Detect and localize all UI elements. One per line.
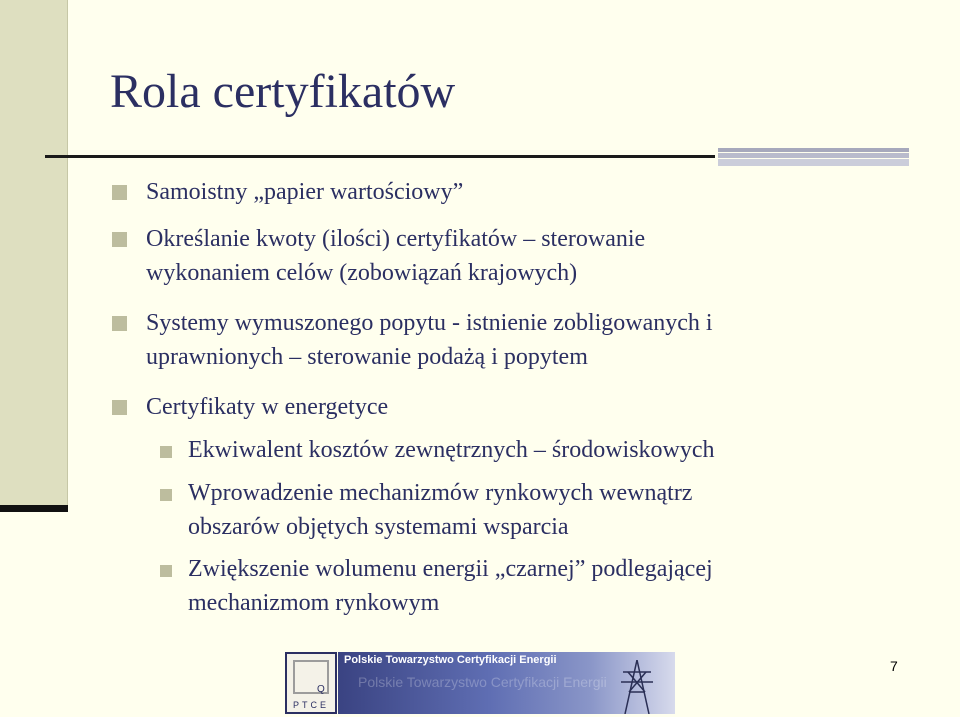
title-rule bbox=[45, 155, 715, 158]
bullet-item-2 bbox=[146, 222, 645, 290]
bullet-text: Ekwiwalent kosztów zewnętrznych – środowiskowych bbox=[188, 437, 715, 463]
logo-letter: Q bbox=[317, 684, 325, 695]
bullet-text: obszarów objętych systemami wsparcia bbox=[188, 514, 569, 540]
bullet-text: mechanizmom rynkowym bbox=[188, 590, 440, 616]
bullet-square bbox=[112, 232, 127, 247]
sub-bullet-item-3 bbox=[188, 552, 713, 620]
bullet-text: Wprowadzenie mechanizmów rynkowych wewnątrz bbox=[188, 480, 693, 506]
bullet-item-1 bbox=[146, 175, 463, 209]
slide-title: Rola certyfikatów bbox=[110, 65, 456, 118]
bullet-square bbox=[112, 316, 127, 331]
bullet-text: Zwiększenie wolumenu energii „czarnej” podlegającej bbox=[188, 556, 713, 582]
bullet-item-3 bbox=[146, 306, 713, 374]
bullet-text: Określanie kwoty (ilości) certyfikatów – sterowanie bbox=[146, 226, 646, 252]
bullet-square bbox=[112, 400, 127, 415]
sub-bullet-item-2 bbox=[188, 476, 692, 544]
left-decor-bar-end bbox=[0, 505, 68, 512]
ptce-logo bbox=[285, 652, 337, 714]
sub-bullet-item-1 bbox=[188, 433, 715, 467]
banner-watermark: Polskie Towarzystwo Certyfikacji Energii bbox=[358, 674, 607, 690]
banner-title: Polskie Towarzystwo Certyfikacji Energii bbox=[344, 654, 557, 666]
bullet-text: Certyfikaty w energetyce bbox=[146, 394, 389, 420]
sub-bullet-square bbox=[160, 489, 172, 501]
bullet-text: wykonaniem celów (zobowiązań krajowych) bbox=[146, 260, 578, 286]
bullet-square bbox=[112, 185, 127, 200]
bullet-text: Samoistny „papier wartościowy” bbox=[146, 179, 464, 205]
footer-banner bbox=[338, 652, 675, 714]
sub-bullet-square bbox=[160, 565, 172, 577]
title-rule-accent bbox=[718, 148, 909, 166]
bullet-text: uprawnionych – sterowanie podażą i popytem bbox=[146, 344, 588, 370]
left-decor-bar bbox=[0, 0, 68, 512]
sub-bullet-square bbox=[160, 446, 172, 458]
bullet-text: Systemy wymuszonego popytu - istnienie zobligowanych i bbox=[146, 310, 713, 336]
page-number: 7 bbox=[890, 658, 898, 674]
power-tower-icon bbox=[617, 660, 657, 714]
bullet-item-4 bbox=[146, 390, 388, 424]
logo-text: PTCE bbox=[292, 700, 329, 710]
